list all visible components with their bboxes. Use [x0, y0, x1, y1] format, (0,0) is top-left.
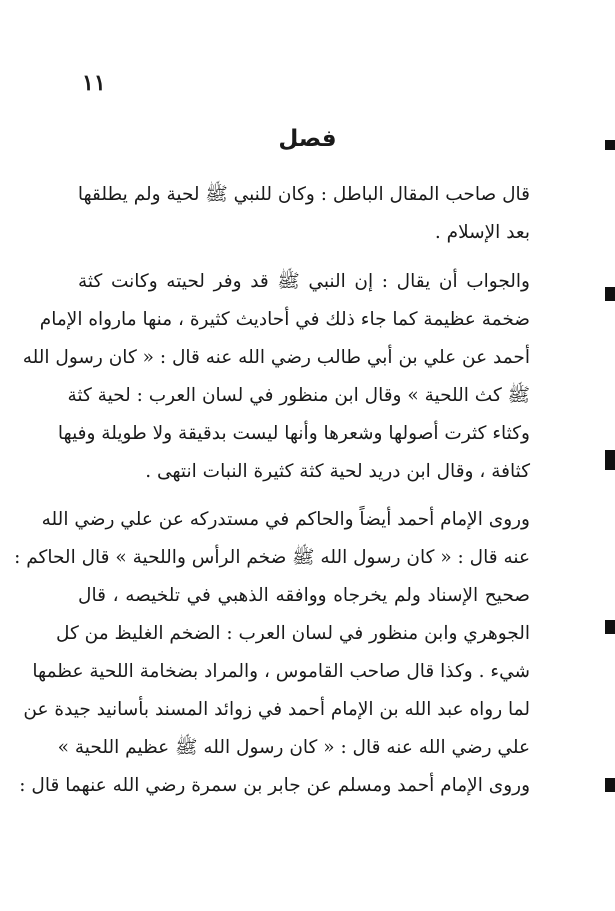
text-line: وروى الإمام أحمد أيضاً والحاكم في مستدركه عن علي رضي الله	[41, 509, 530, 530]
text-line: عنه قال : « كان رسول الله ﷺ ضخم الرأس واللحية » قال الحاكم :	[14, 547, 530, 568]
text-line: صحيح الإسناد ولم يخرجاه ووافقه الذهبي في تلخيصه ، قال	[78, 585, 530, 606]
section-heading: فصل	[278, 126, 337, 152]
text-line: أحمد عن علي بن أبي طالب رضي الله عنه قال : « كان رسول الله	[22, 347, 530, 368]
scan-edge-mark	[605, 140, 615, 150]
text-line: ضخمة عظيمة كما جاء ذلك في أحاديث كثيرة ، منها مارواه الإمام	[39, 309, 530, 330]
scan-edge-mark	[605, 450, 615, 470]
paragraph-2	[22, 263, 530, 491]
text-line: شيء . وكذا قال صاحب القاموس ، والمراد بضخامة اللحية عظمها	[32, 661, 530, 682]
text-line: وكثاء كثرت أصولها وشعرها وأنها ليست بدقيقة ولا طويلة وفيها	[57, 423, 530, 444]
scan-edge-mark	[605, 620, 615, 634]
paragraph-3	[14, 501, 530, 805]
text-line: قال صاحب المقال الباطل : وكان للنبي ﷺ لحية ولم يطلقها	[77, 184, 530, 205]
text-line: بعد الإسلام .	[434, 222, 530, 243]
text-line: علي رضي الله عنه قال : « كان رسول الله ﷺ عظيم اللحية »	[57, 737, 530, 758]
text-line: وروى الإمام أحمد ومسلم عن جابر بن سمرة رضي الله عنهما قال :	[19, 775, 530, 796]
text-line: ﷺ كث اللحية » وقال ابن منظور في لسان العرب : لحية كثة	[67, 385, 530, 406]
text-line: لما رواه عبد الله بن الإمام أحمد في زوائد المسند بأسانيد جيدة عن	[23, 699, 530, 720]
text-line: والجواب أن يقال : إن النبي ﷺ قد وفر لحيته وكانت كثة	[78, 271, 530, 292]
scan-edge-mark	[605, 778, 615, 792]
text-line: كثافة ، وقال ابن دريد لحية كثة كثيرة النبات انتهى .	[145, 461, 530, 482]
scan-edge-mark	[605, 287, 615, 301]
paragraph-1	[78, 176, 530, 252]
text-line: الجوهري وابن منظور في لسان العرب : الضخم الغليظ من كل	[55, 623, 530, 644]
page-number: ١١	[82, 70, 106, 96]
